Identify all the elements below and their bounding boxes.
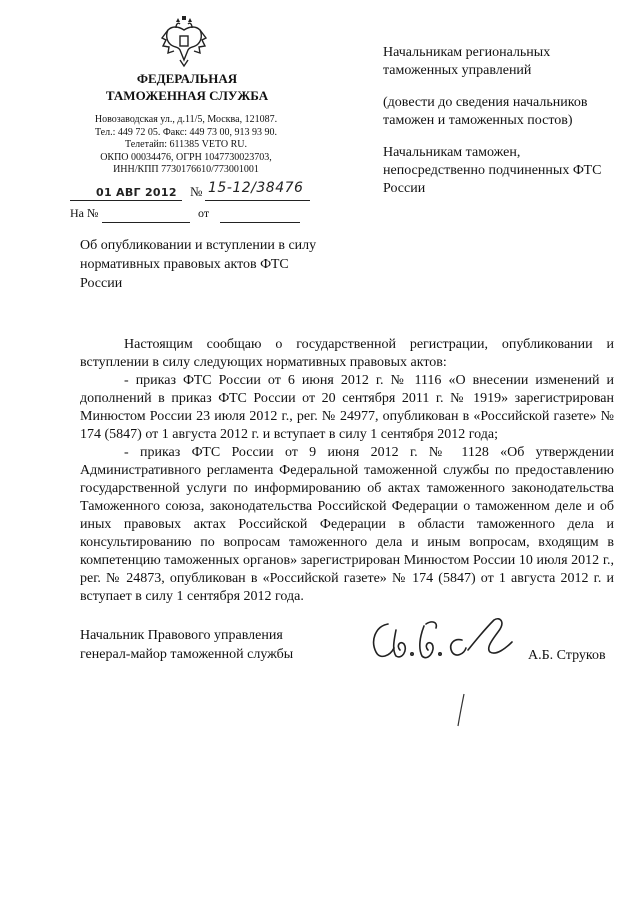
addressees — [383, 44, 623, 212]
signatory-position — [80, 626, 340, 664]
body-paragraph-order-1116: - приказ ФТС России от 6 июня 2012 г. № 1116 «О внесении изменений и дополнений в приказ ФТС России от 20 сентября 2011 г. № 1919» зарегистрирован Минюстом России 23 июля 2012 г., рег. № 24977, опубликован в «Российской газете» № 174 (5847) от 1 августа 2012 г. и вступает в силу 1 сентября 2012 года; — [80, 373, 614, 442]
position-line1: Начальник Правового управления — [80, 628, 283, 643]
number-underline — [205, 200, 310, 201]
addressee-note: (довести до сведения начальников таможен и таможенных постов) — [383, 95, 588, 128]
organization-name — [80, 70, 294, 104]
contact-phone: Тел.: 449 72 05. Факс: 449 73 00, 913 93 90. — [94, 126, 278, 138]
handwritten-signature — [366, 610, 516, 666]
outgoing-registration — [60, 180, 310, 204]
contact-okpo-ogrn: ОКПО 00034476, ОГРН 1047730023703, — [100, 151, 272, 163]
addressee-customs: Начальникам таможен, непосредственно подчиненных ФТС России — [383, 145, 602, 196]
pen-mark — [440, 690, 480, 730]
date-underline — [70, 200, 182, 201]
position-line2: генерал-майор таможенной службы — [80, 647, 294, 662]
org-name-line1: ФЕДЕРАЛЬНАЯ — [136, 71, 238, 86]
body-paragraph-order-1128: - приказ ФТС России от 9 июня 2012 г. № 1128 «Об утверждении Административного регламента Федеральной таможенной службы по предоставлению государственной услуги по информированию об актах таможенного законодательства Таможенного союза, законодательства Российской Федерации о таможенном деле и об иных правовых актах Российской Федерации в области таможенного дела и консультированию по вопросам таможенного дела и иным вопросам, входящим в компетенцию таможенных органов» зарегистрирован Минюстом России 10 июля 2012 г., рег. № 24873, опубликован в «Российской газете» № 174 (5847) от 1 августа 2012 г. и вступает в силу 1 сентября 2012 года. — [80, 445, 614, 604]
letter-subject: Об опубликовании и вступлении в силу нормативных правовых актов ФТС России — [80, 238, 317, 291]
number-sign: № — [190, 184, 203, 199]
outgoing-number: 15-12/38476 — [208, 180, 304, 196]
contact-teletype: Телетайп: 611385 VETO RU. — [124, 139, 247, 151]
organization-contacts — [70, 114, 302, 177]
incoming-date-line — [220, 222, 300, 223]
signer-name: А.Б. Струков — [528, 648, 606, 663]
contact-inn-kpp: ИНН/КПП 7730176610/773001001 — [113, 164, 259, 176]
double-headed-eagle-emblem-icon — [160, 16, 208, 68]
org-name-line2: ТАМОЖЕННАЯ СЛУЖБА — [105, 88, 269, 103]
addressee-regional: Начальникам региональных таможенных управлений — [383, 45, 551, 78]
letter-body — [80, 336, 614, 606]
contact-address: Новозаводская ул., д.11/5, Москва, 121087. — [94, 114, 278, 125]
incoming-date-label: от — [198, 206, 210, 220]
outgoing-date: 01 АВГ 2012 — [96, 186, 177, 199]
body-paragraph-intro: Настоящим сообщаю о государственной регистрации, опубликовании и вступлении в силу следующих нормативных правовых актов: — [80, 337, 614, 370]
incoming-number-label: На № — [70, 206, 99, 220]
incoming-number-line — [102, 222, 190, 223]
incoming-reference — [70, 206, 310, 226]
